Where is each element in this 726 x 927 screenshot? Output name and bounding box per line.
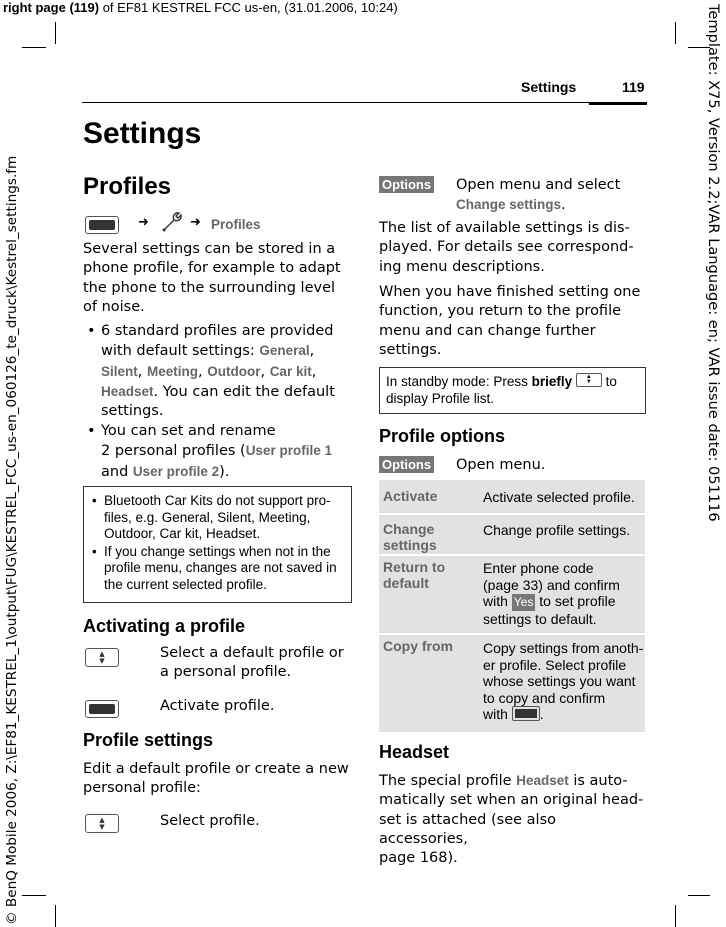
running-header-section: Settings — [521, 79, 577, 95]
finished-setting-text: When you have finished setting one function, you return to the profile menu and can change further settings. — [379, 284, 641, 358]
crop-mark — [675, 905, 676, 927]
profiles-intro: Several settings can be stored in a phone profile, for example to adapt the phone to the surrounding level of noise. — [83, 241, 341, 315]
navigation-key-icon: ▲ ▼ — [85, 648, 119, 667]
navigation-key-icon: ▲ ▼ — [85, 814, 119, 833]
options-soft-key-label: Options — [379, 176, 434, 193]
options-soft-key-label: Options — [379, 456, 434, 473]
profile-settings-step: Select profile. — [160, 813, 260, 829]
header-rule-tab — [589, 102, 647, 105]
bullet-standard-profiles: • 6 standard profiles are provided with default settings: General, Silent, Meeting, Outdoor, Car kit, Headset. You can edit the default settings. — [87, 323, 335, 420]
crop-mark — [55, 905, 56, 927]
profile-options-table — [379, 480, 645, 732]
option-desc-activate: Activate selected profile. — [483, 489, 635, 505]
option-label-activate: Activate — [383, 488, 438, 504]
side-template-info: Template: X75, Version 2.2;VAR Language: en; VAR issue date: 051116 — [705, 4, 722, 522]
crop-mark — [675, 22, 676, 44]
soft-key-icon — [512, 706, 540, 721]
bluetooth-note-box: • Bluetooth Car Kits do not support pro- files, e.g. General, Silent, Meeting, Outdoor, Car kit, Headset. • If you change settings when not in the profile menu, changes are not saved in the current selected profile. — [83, 486, 352, 603]
option-desc-return-to-default: Enter phone code (page 33) and confirm with Yes to set profile settings to default. — [483, 560, 620, 627]
print-info-line: right page (119) of EF81 KESTREL FCC us-en, (31.01.2006, 10:24) — [3, 0, 398, 15]
headset-heading: Headset — [379, 742, 450, 762]
soft-key-icon — [85, 700, 119, 718]
menu-path-profiles: Profiles — [211, 217, 261, 232]
crop-mark — [688, 895, 710, 896]
wrench-icon — [160, 210, 184, 234]
table-row-divider — [379, 554, 645, 556]
header-rule — [82, 102, 647, 103]
bullet-personal-profiles: • You can set and rename 2 personal profiles (User profile 1 and User profile 2). — [87, 423, 332, 480]
side-file-path: © BenQ Mobile 2006, Z:\EF81_KESTREL_1\output\FUG\KESTREL_FCC_us-en_060126_te_druck\Kestrel_settings.fm — [4, 155, 20, 925]
options-instruction: Open menu and select Change settings. — [456, 177, 621, 214]
page-number: 119 — [622, 79, 645, 95]
arrow-right-icon: ➜ — [190, 215, 201, 230]
option-label-copy-from: Copy from — [383, 638, 453, 654]
activating-step-activate: Activate profile. — [160, 698, 275, 714]
crop-mark — [22, 895, 46, 896]
profile-options-heading: Profile options — [379, 426, 505, 446]
soft-key-icon — [85, 216, 119, 234]
option-desc-change-settings: Change profile settings. — [483, 522, 631, 538]
navigation-key-icon: ▲ ▼ — [576, 373, 602, 387]
yes-soft-key-label: Yes — [513, 595, 534, 609]
settings-list-text: The list of available settings is dis- played. For details see correspond- ing menu descriptions. — [379, 220, 634, 275]
option-label-return-to-default: Return to default — [383, 559, 446, 591]
table-row-divider — [379, 513, 645, 515]
profile-settings-text: Edit a default profile or create a new personal profile: — [83, 761, 349, 797]
crop-mark — [55, 22, 56, 44]
arrow-right-icon: ➜ — [138, 215, 149, 230]
table-row-divider — [379, 633, 645, 635]
profiles-heading: Profiles — [83, 173, 172, 200]
activating-step-select: Select a default profile or a personal profile. — [160, 645, 344, 681]
option-desc-copy-from: Copy settings from anoth- er profile. Select profile whose settings you want to copy and confirm with . — [483, 640, 644, 722]
option-label-change-settings: Change settings — [383, 521, 437, 553]
crop-mark — [22, 47, 46, 48]
standby-tip-box: In standby mode: Press briefly ▲ ▼ to display Profile list. — [379, 367, 646, 414]
headset-text: The special profile Headset is auto- matically set when an original head- set is attached (see also accessories, page 168). — [379, 773, 644, 867]
open-menu-text: Open menu. — [456, 457, 546, 473]
page-title: Settings — [83, 117, 202, 150]
activating-heading: Activating a profile — [83, 616, 246, 636]
profile-settings-heading: Profile settings — [83, 730, 214, 750]
